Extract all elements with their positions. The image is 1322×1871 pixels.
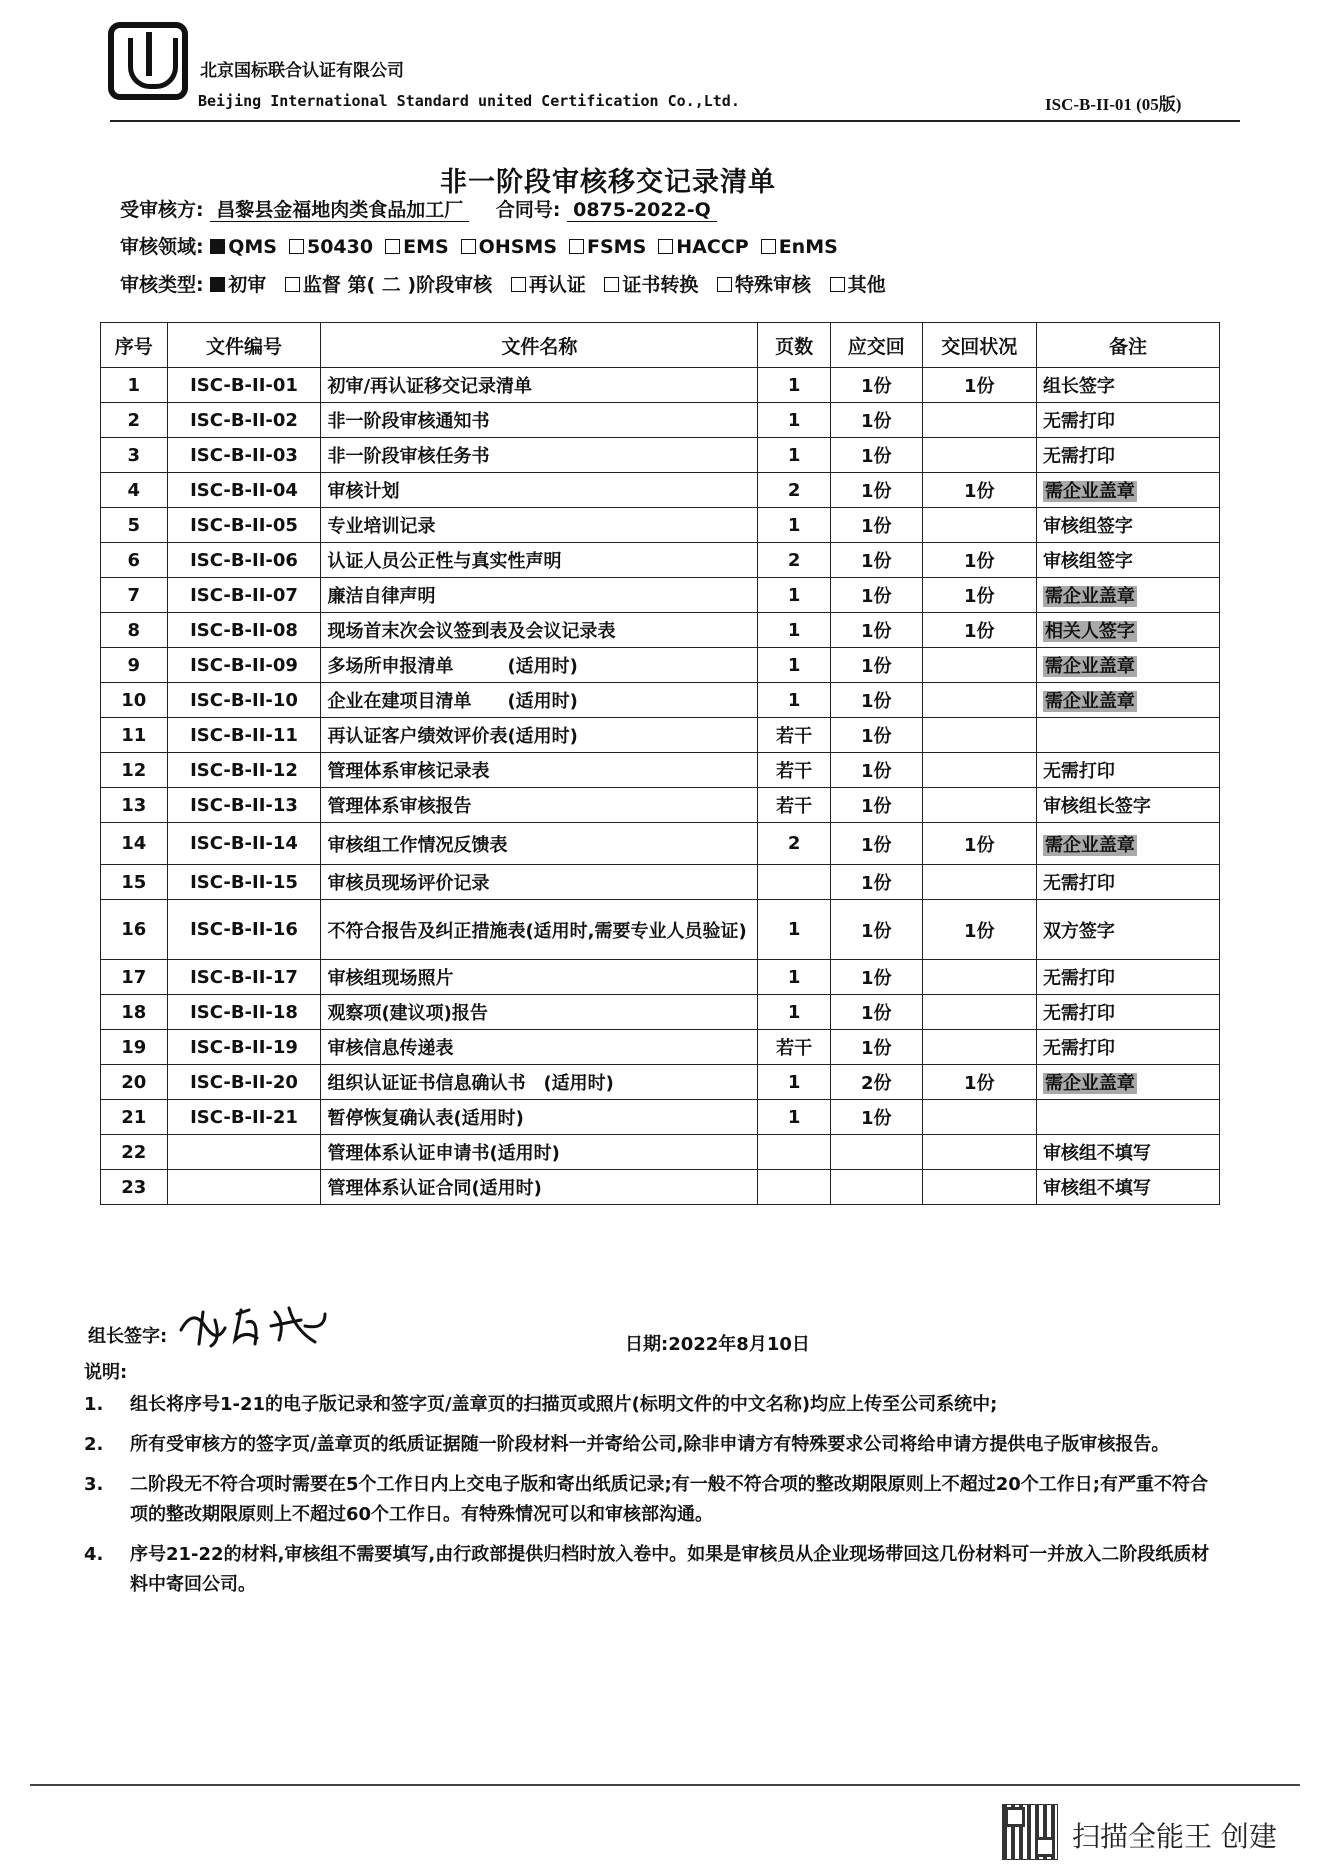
file-name: 初审/再认证移交记录清单 bbox=[321, 368, 758, 403]
due-copies bbox=[831, 1170, 923, 1205]
header-code: 文件编号 bbox=[167, 323, 321, 368]
remark bbox=[1036, 613, 1219, 648]
due-copies: 1份 bbox=[831, 683, 923, 718]
row-number: 19 bbox=[101, 1030, 168, 1065]
page-count: 1 bbox=[758, 960, 831, 995]
table-row bbox=[101, 823, 1220, 865]
checkbox-empty-icon bbox=[717, 277, 732, 292]
remark: 审核组签字 bbox=[1036, 508, 1219, 543]
scanner-watermark: 扫描全能王 创建 bbox=[1072, 1820, 1277, 1853]
remark: 审核组长签字 bbox=[1036, 788, 1219, 823]
table-row bbox=[101, 368, 1220, 403]
checkbox-empty-icon bbox=[658, 239, 673, 254]
type-surveillance-option: 监督 第( 二 )阶段审核 bbox=[285, 270, 492, 297]
page-count: 若干 bbox=[758, 718, 831, 753]
domain-option-ems: EMS bbox=[385, 236, 449, 258]
return-status bbox=[922, 995, 1036, 1030]
file-name: 管理体系审核记录表 bbox=[321, 753, 758, 788]
row-number: 5 bbox=[101, 508, 168, 543]
due-copies: 1份 bbox=[831, 403, 923, 438]
remark bbox=[1036, 823, 1219, 865]
page-count: 1 bbox=[758, 995, 831, 1030]
return-status bbox=[922, 648, 1036, 683]
table-row bbox=[101, 960, 1220, 995]
page-count: 1 bbox=[758, 683, 831, 718]
remark: 审核组不填写 bbox=[1036, 1135, 1219, 1170]
file-code: ISC-B-II-05 bbox=[167, 508, 321, 543]
due-copies: 1份 bbox=[831, 543, 923, 578]
remark: 无需打印 bbox=[1036, 865, 1219, 900]
domain-option-haccp: HACCP bbox=[658, 236, 748, 258]
table-row bbox=[101, 865, 1220, 900]
due-copies: 1份 bbox=[831, 1030, 923, 1065]
file-code: ISC-B-II-17 bbox=[167, 960, 321, 995]
table-row bbox=[101, 753, 1220, 788]
file-name: 廉洁自律声明 bbox=[321, 578, 758, 613]
return-status bbox=[922, 1135, 1036, 1170]
auditee-label: 受审核方: bbox=[120, 199, 204, 221]
company-logo bbox=[108, 22, 188, 100]
file-name: 现场首末次会议签到表及会议记录表 bbox=[321, 613, 758, 648]
highlighted-remark: 需企业盖章 bbox=[1044, 834, 1135, 856]
page-count: 1 bbox=[758, 438, 831, 473]
sign-date: 日期:2022年8月10日 bbox=[625, 1334, 810, 1355]
table-row bbox=[101, 543, 1220, 578]
domain-option-enms: EnMS bbox=[761, 236, 838, 258]
row-number: 9 bbox=[101, 648, 168, 683]
return-status bbox=[922, 788, 1036, 823]
return-status bbox=[922, 960, 1036, 995]
contract-label: 合同号: bbox=[495, 199, 561, 221]
page-count: 1 bbox=[758, 1100, 831, 1135]
file-name: 认证人员公正性与真实性声明 bbox=[321, 543, 758, 578]
table-row bbox=[101, 1135, 1220, 1170]
file-name: 多场所申报清单 (适用时) bbox=[321, 648, 758, 683]
company-name-en: Beijing International Standard united Certification Co.,Ltd. bbox=[198, 92, 740, 110]
handwritten-signature bbox=[175, 1300, 335, 1350]
file-code: ISC-B-II-19 bbox=[167, 1030, 321, 1065]
file-code: ISC-B-II-12 bbox=[167, 753, 321, 788]
remark bbox=[1036, 578, 1219, 613]
row-number: 1 bbox=[101, 368, 168, 403]
file-code bbox=[167, 1135, 321, 1170]
remark: 双方签字 bbox=[1036, 900, 1219, 960]
due-copies: 1份 bbox=[831, 438, 923, 473]
checkbox-checked-icon bbox=[210, 277, 225, 292]
file-name: 管理体系认证合同(适用时) bbox=[321, 1170, 758, 1205]
highlighted-remark: 需企业盖章 bbox=[1044, 656, 1135, 677]
return-status bbox=[922, 718, 1036, 753]
file-name: 审核组工作情况反馈表 bbox=[321, 823, 758, 865]
file-name: 管理体系审核报告 bbox=[321, 788, 758, 823]
page-count: 1 bbox=[758, 1065, 831, 1100]
domain-label: 审核领域: bbox=[120, 236, 204, 258]
file-code: ISC-B-II-08 bbox=[167, 613, 321, 648]
highlighted-remark: 需企业盖章 bbox=[1044, 691, 1135, 712]
file-name: 暂停恢复确认表(适用时) bbox=[321, 1100, 758, 1135]
checkbox-empty-icon bbox=[285, 277, 300, 292]
header-status: 交回状况 bbox=[922, 323, 1036, 368]
page-count: 2 bbox=[758, 543, 831, 578]
due-copies: 1份 bbox=[831, 823, 923, 865]
remark bbox=[1036, 648, 1219, 683]
checkbox-empty-icon bbox=[569, 239, 584, 254]
remark: 审核组不填写 bbox=[1036, 1170, 1219, 1205]
table-row bbox=[101, 403, 1220, 438]
page-count bbox=[758, 1170, 831, 1205]
return-status bbox=[922, 438, 1036, 473]
return-status bbox=[922, 865, 1036, 900]
transfer-record-table bbox=[100, 322, 1220, 1205]
domain-option-50430: 50430 bbox=[289, 236, 373, 258]
due-copies: 1份 bbox=[831, 865, 923, 900]
table-row bbox=[101, 1065, 1220, 1100]
page-count: 若干 bbox=[758, 788, 831, 823]
row-number: 8 bbox=[101, 613, 168, 648]
due-copies bbox=[831, 1135, 923, 1170]
audit-type-line bbox=[120, 270, 898, 297]
domain-option-qms: QMS bbox=[210, 236, 277, 258]
return-status bbox=[922, 1100, 1036, 1135]
return-status: 1份 bbox=[922, 473, 1036, 508]
due-copies: 1份 bbox=[831, 648, 923, 683]
file-code: ISC-B-II-06 bbox=[167, 543, 321, 578]
table-row bbox=[101, 508, 1220, 543]
remark: 无需打印 bbox=[1036, 995, 1219, 1030]
return-status bbox=[922, 753, 1036, 788]
highlighted-remark: 需企业盖章 bbox=[1044, 481, 1135, 502]
highlighted-remark: 需企业盖章 bbox=[1044, 586, 1135, 607]
return-status: 1份 bbox=[922, 578, 1036, 613]
remark: 无需打印 bbox=[1036, 1030, 1219, 1065]
return-status bbox=[922, 683, 1036, 718]
page-count bbox=[758, 865, 831, 900]
table-row bbox=[101, 788, 1220, 823]
note-item: 3. 二阶段无不符合项时需要在5个工作日内上交电子版和寄出纸质记录;有一般不符合项的整改期限原则上不超过20个工作日;有严重不符合项的整改期限原则上不超过60个工作日。有特殊情况可以和审核部沟通。 bbox=[84, 1474, 1208, 1525]
domain-options bbox=[210, 236, 850, 258]
checkbox-empty-icon bbox=[604, 277, 619, 292]
table-row bbox=[101, 1030, 1220, 1065]
row-number: 15 bbox=[101, 865, 168, 900]
due-copies: 1份 bbox=[831, 508, 923, 543]
file-code: ISC-B-II-15 bbox=[167, 865, 321, 900]
row-number: 22 bbox=[101, 1135, 168, 1170]
page-count: 2 bbox=[758, 823, 831, 865]
return-status bbox=[922, 1170, 1036, 1205]
file-code bbox=[167, 1170, 321, 1205]
contract-value: 0875-2022-Q bbox=[567, 199, 717, 222]
audit-type-label: 审核类型: bbox=[120, 274, 204, 296]
table-row bbox=[101, 578, 1220, 613]
file-name: 再认证客户绩效评价表(适用时) bbox=[321, 718, 758, 753]
file-name: 管理体系认证申请书(适用时) bbox=[321, 1135, 758, 1170]
file-code: ISC-B-II-13 bbox=[167, 788, 321, 823]
row-number: 4 bbox=[101, 473, 168, 508]
remark bbox=[1036, 718, 1219, 753]
file-name: 组织认证证书信息确认书 (适用时) bbox=[321, 1065, 758, 1100]
page-count: 若干 bbox=[758, 753, 831, 788]
row-number: 23 bbox=[101, 1170, 168, 1205]
notes-list bbox=[80, 1390, 1210, 1610]
notes-title: 说明: bbox=[84, 1362, 128, 1383]
checkbox-empty-icon bbox=[761, 239, 776, 254]
remark: 无需打印 bbox=[1036, 438, 1219, 473]
file-name: 审核员现场评价记录 bbox=[321, 865, 758, 900]
row-number: 7 bbox=[101, 578, 168, 613]
type-recert-option: 再认证 bbox=[511, 270, 586, 297]
due-copies: 2份 bbox=[831, 1065, 923, 1100]
auditee-line bbox=[120, 195, 717, 222]
checkbox-empty-icon bbox=[511, 277, 526, 292]
header-name: 文件名称 bbox=[321, 323, 758, 368]
page-count: 2 bbox=[758, 473, 831, 508]
bottom-divider bbox=[30, 1784, 1300, 1786]
file-code: ISC-B-II-03 bbox=[167, 438, 321, 473]
file-code: ISC-B-II-04 bbox=[167, 473, 321, 508]
return-status bbox=[922, 1030, 1036, 1065]
row-number: 6 bbox=[101, 543, 168, 578]
row-number: 11 bbox=[101, 718, 168, 753]
file-name: 审核计划 bbox=[321, 473, 758, 508]
return-status: 1份 bbox=[922, 368, 1036, 403]
file-name: 非一阶段审核通知书 bbox=[321, 403, 758, 438]
due-copies: 1份 bbox=[831, 753, 923, 788]
audit-domain-line bbox=[120, 232, 850, 259]
file-name: 企业在建项目清单 (适用时) bbox=[321, 683, 758, 718]
remark bbox=[1036, 1100, 1219, 1135]
page-count: 1 bbox=[758, 403, 831, 438]
table-row bbox=[101, 718, 1220, 753]
due-copies: 1份 bbox=[831, 368, 923, 403]
return-status: 1份 bbox=[922, 1065, 1036, 1100]
row-number: 18 bbox=[101, 995, 168, 1030]
due-copies: 1份 bbox=[831, 613, 923, 648]
table-row bbox=[101, 613, 1220, 648]
remark: 无需打印 bbox=[1036, 753, 1219, 788]
file-name: 非一阶段审核任务书 bbox=[321, 438, 758, 473]
remark: 审核组签字 bbox=[1036, 543, 1219, 578]
file-code: ISC-B-II-16 bbox=[167, 900, 321, 960]
table-header-row bbox=[101, 323, 1220, 368]
file-code: ISC-B-II-20 bbox=[167, 1065, 321, 1100]
table-row bbox=[101, 900, 1220, 960]
row-number: 12 bbox=[101, 753, 168, 788]
checkbox-checked-icon bbox=[210, 239, 225, 254]
highlighted-remark: 相关人签字 bbox=[1044, 621, 1135, 642]
remark bbox=[1036, 683, 1219, 718]
auditee-value: 昌黎县金福地肉类食品加工厂 bbox=[210, 199, 469, 222]
file-name: 专业培训记录 bbox=[321, 508, 758, 543]
table-row bbox=[101, 1100, 1220, 1135]
due-copies: 1份 bbox=[831, 900, 923, 960]
page-count: 1 bbox=[758, 578, 831, 613]
note-item: 4. 序号21-22的材料,审核组不需要填写,由行政部提供归档时放入卷中。如果是审核员从企业现场带回这几份材料可一并放入二阶段纸质材料中寄回公司。 bbox=[84, 1544, 1210, 1595]
page-count bbox=[758, 1135, 831, 1170]
due-copies: 1份 bbox=[831, 995, 923, 1030]
table-row bbox=[101, 995, 1220, 1030]
file-name: 不符合报告及纠正措施表(适用时,需要专业人员验证) bbox=[321, 900, 758, 960]
remark: 无需打印 bbox=[1036, 960, 1219, 995]
return-status: 1份 bbox=[922, 823, 1036, 865]
header-due: 应交回 bbox=[831, 323, 923, 368]
row-number: 21 bbox=[101, 1100, 168, 1135]
due-copies: 1份 bbox=[831, 578, 923, 613]
due-copies: 1份 bbox=[831, 473, 923, 508]
table-row bbox=[101, 648, 1220, 683]
file-code: ISC-B-II-18 bbox=[167, 995, 321, 1030]
remark: 无需打印 bbox=[1036, 403, 1219, 438]
row-number: 16 bbox=[101, 900, 168, 960]
due-copies: 1份 bbox=[831, 788, 923, 823]
file-name: 审核信息传递表 bbox=[321, 1030, 758, 1065]
file-code: ISC-B-II-07 bbox=[167, 578, 321, 613]
note-item: 2. 所有受审核方的签字页/盖章页的纸质证据随一阶段材料一并寄给公司,除非申请方有特殊要求公司将给申请方提供电子版审核报告。 bbox=[84, 1434, 1170, 1455]
checkbox-empty-icon bbox=[461, 239, 476, 254]
file-code: ISC-B-II-02 bbox=[167, 403, 321, 438]
due-copies: 1份 bbox=[831, 718, 923, 753]
type-transfer-option: 证书转换 bbox=[604, 270, 698, 297]
table-row bbox=[101, 438, 1220, 473]
type-initial-option: 初审 bbox=[210, 270, 266, 297]
domain-option-ohsms: OHSMS bbox=[461, 236, 557, 258]
file-code: ISC-B-II-01 bbox=[167, 368, 321, 403]
remark bbox=[1036, 473, 1219, 508]
remark bbox=[1036, 1065, 1219, 1100]
remark: 组长签字 bbox=[1036, 368, 1219, 403]
checkbox-empty-icon bbox=[385, 239, 400, 254]
form-code: ISC-B-II-01 (05版) bbox=[1045, 95, 1182, 114]
row-number: 17 bbox=[101, 960, 168, 995]
leader-sign-label: 组长签字: bbox=[88, 1326, 168, 1347]
file-code: ISC-B-II-09 bbox=[167, 648, 321, 683]
row-number: 13 bbox=[101, 788, 168, 823]
page-count: 1 bbox=[758, 613, 831, 648]
header-remark: 备注 bbox=[1036, 323, 1219, 368]
table-row bbox=[101, 683, 1220, 718]
checkbox-empty-icon bbox=[830, 277, 845, 292]
table-row bbox=[101, 1170, 1220, 1205]
page-count: 若干 bbox=[758, 1030, 831, 1065]
domain-option-fsms: FSMS bbox=[569, 236, 646, 258]
page-count: 1 bbox=[758, 368, 831, 403]
file-code: ISC-B-II-11 bbox=[167, 718, 321, 753]
row-number: 2 bbox=[101, 403, 168, 438]
return-status bbox=[922, 403, 1036, 438]
header-no: 序号 bbox=[101, 323, 168, 368]
page-count: 1 bbox=[758, 648, 831, 683]
return-status: 1份 bbox=[922, 613, 1036, 648]
return-status bbox=[922, 508, 1036, 543]
page-title: 非一阶段审核移交记录清单 bbox=[440, 167, 776, 198]
due-copies: 1份 bbox=[831, 1100, 923, 1135]
row-number: 14 bbox=[101, 823, 168, 865]
file-name: 审核组现场照片 bbox=[321, 960, 758, 995]
page-count: 1 bbox=[758, 900, 831, 960]
row-number: 20 bbox=[101, 1065, 168, 1100]
row-number: 10 bbox=[101, 683, 168, 718]
type-special-option: 特殊审核 bbox=[717, 270, 811, 297]
page-count: 1 bbox=[758, 508, 831, 543]
file-code: ISC-B-II-21 bbox=[167, 1100, 321, 1135]
type-other-option: 其他 bbox=[830, 270, 886, 297]
file-code: ISC-B-II-10 bbox=[167, 683, 321, 718]
file-code: ISC-B-II-14 bbox=[167, 823, 321, 865]
table-row bbox=[101, 473, 1220, 508]
header-pages: 页数 bbox=[758, 323, 831, 368]
note-item: 1. 组长将序号1-21的电子版记录和签字页/盖章页的扫描页或照片(标明文件的中文名称)均应上传至公司系统中; bbox=[84, 1394, 998, 1415]
row-number: 3 bbox=[101, 438, 168, 473]
qr-code-icon bbox=[1002, 1804, 1058, 1860]
company-name-cn: 北京国标联合认证有限公司 bbox=[200, 61, 404, 81]
header-divider bbox=[110, 120, 1240, 122]
highlighted-remark: 需企业盖章 bbox=[1044, 1073, 1135, 1094]
due-copies: 1份 bbox=[831, 960, 923, 995]
file-name: 观察项(建议项)报告 bbox=[321, 995, 758, 1030]
checkbox-empty-icon bbox=[289, 239, 304, 254]
return-status: 1份 bbox=[922, 900, 1036, 960]
return-status: 1份 bbox=[922, 543, 1036, 578]
